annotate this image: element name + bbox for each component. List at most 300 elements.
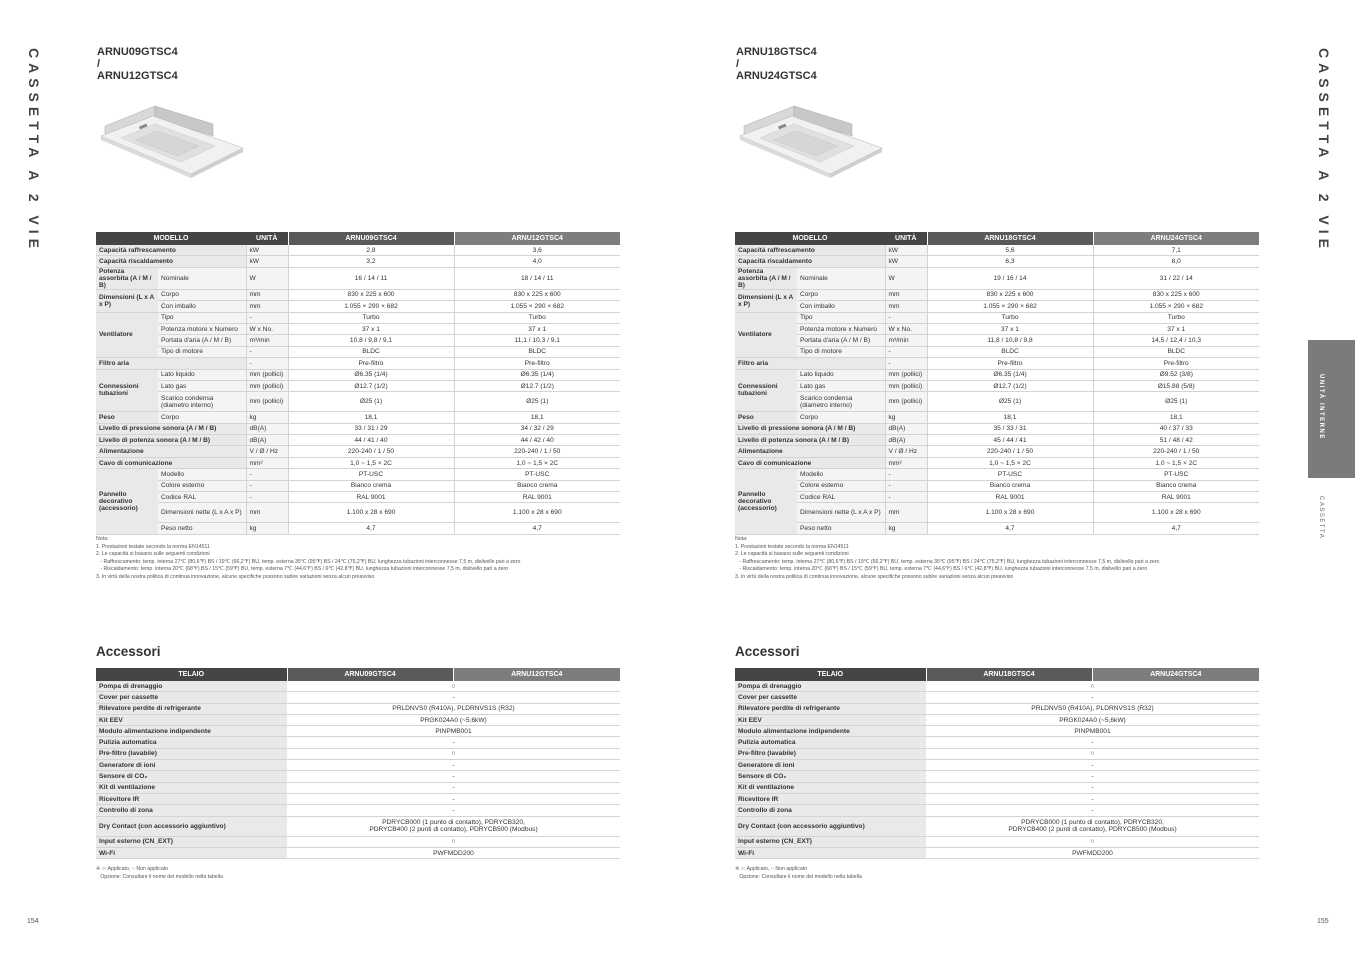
spec-category: Dimensioni (L x A x P): [735, 289, 797, 312]
spec-unit: -: [246, 492, 288, 503]
acc-value: PDRYCB000 (1 punto di contatto), PDRYCB320, PDRYCB400 (2 punti di contatto), PDRYCB500 (Modbus): [926, 816, 1259, 836]
acc-item: Input esterno (CN_EXT): [735, 836, 926, 847]
spec-value: 37 x 1: [1093, 323, 1259, 334]
spec-row: [96, 435, 620, 446]
spec-unit: kg: [246, 412, 288, 423]
acc-value: -: [926, 737, 1259, 748]
spec-value: 1.055 × 290 × 682: [454, 301, 620, 312]
section-tab-label: UNITÀ INTERNE: [1318, 374, 1324, 440]
spec-subcategory: Lato liquido: [797, 369, 885, 380]
acc-row: [96, 782, 620, 793]
acc-item: Ricevitore IR: [735, 793, 926, 804]
spec-subcategory: Modello: [158, 469, 246, 480]
spec-subcategory: Codice RAL: [797, 492, 885, 503]
acc-row: [735, 692, 1259, 703]
acc-item: Modulo alimentazione indipendente: [735, 726, 926, 737]
spec-unit: kW: [246, 256, 288, 267]
spec-value: Pre-filtro: [927, 358, 1093, 369]
acc-item: Dry Contact (con accessorio aggiuntivo): [735, 816, 926, 836]
acc-header-row: [735, 668, 1259, 681]
spec-row: [96, 469, 620, 480]
spec-category: Potenza assorbita (A / M / B): [735, 267, 797, 289]
spec-value: 3,6: [454, 245, 620, 256]
spec-value: PT-USC: [454, 469, 620, 480]
spec-category: Livello di pressione sonora (A / M / B): [735, 423, 885, 434]
acc-value: -: [287, 692, 620, 703]
acc-row: [735, 782, 1259, 793]
spec-category: Connessioni tubazioni: [96, 369, 158, 412]
spec-header-row: [735, 232, 1259, 245]
spec-value: 37 x 1: [288, 323, 454, 334]
spec-row: [735, 335, 1259, 346]
spec-value: 1,0 ~ 1,5 × 2C: [454, 457, 620, 468]
spec-value: Bianco crema: [927, 480, 1093, 491]
spec-unit: mm (pollici): [885, 392, 927, 412]
acc-row: [735, 681, 1259, 692]
acc-item: Input esterno (CN_EXT): [96, 836, 287, 847]
spec-header-model-1: ARNU09GTSC4: [288, 232, 454, 245]
spec-row: [735, 446, 1259, 457]
spec-value: RAL 9001: [927, 492, 1093, 503]
spec-unit: mm (pollici): [885, 369, 927, 380]
right-notes: Nota: 1. Prestazioni testate secondo la norma EN14511 2. Le capacità si basano sulle seguenti condizioni - Raffrescamento: temp. interna 27℃ (80,6℉) BS / 19℃ (66,2℉) BU, temp. esterna 35℃ (95℉) BS / 24℃ (75,2℉) BU, lunghezza tubazioni interconnesse 7,5 m, dislivello pari a zero - Riscaldamento: temp. interna 20℃ (68℉) BS / 15℃ (59℉) BU, temp. esterna 7℃ (44,6℉) BS / 6℃ (42,8℉) BU, lunghezza tubazioni interconnesse 7,5 m, dislivello pari a zero 3. In virtù della nostra politica di continua innovazione, alcune specifiche possono subire variazioni senza alcun preavviso: [735, 536, 1160, 580]
spec-value: 1.100 x 28 x 690: [1093, 503, 1259, 523]
spec-subcategory: Corpo: [797, 289, 885, 300]
spec-unit: kW: [246, 245, 288, 256]
spec-category: Livello di pressione sonora (A / M / B): [96, 423, 246, 434]
spec-value: 1,0 ~ 1,5 × 2C: [288, 457, 454, 468]
spec-unit: -: [885, 469, 927, 480]
spec-value: Bianco crema: [1093, 480, 1259, 491]
spec-subcategory: Colore esterno: [158, 480, 246, 491]
acc-item: Kit di ventilazione: [735, 782, 926, 793]
spec-unit: mm (pollici): [885, 380, 927, 391]
spec-unit: mm²: [246, 457, 288, 468]
spec-row: [96, 289, 620, 300]
acc-value: -: [926, 805, 1259, 816]
spec-category: Livello di potenza sonora (A / M / B): [735, 435, 885, 446]
acc-row: [96, 816, 620, 836]
acc-value: PRGK024A0 (~5,6kW): [287, 714, 620, 725]
right-model-title: ARNU18GTSC4 / ARNU24GTSC4: [736, 46, 817, 82]
spec-row: [735, 380, 1259, 391]
spec-row: [735, 435, 1259, 446]
acc-item: Rilevatore perdite di refrigerante: [96, 703, 287, 714]
spec-unit: mm: [246, 301, 288, 312]
spec-value: Ø6.35 (1/4): [288, 369, 454, 380]
acc-header-frame: TELAIO: [96, 668, 287, 681]
spec-value: 1.100 x 28 x 690: [288, 503, 454, 523]
spec-row: [96, 358, 620, 369]
spec-value: 18,1: [288, 412, 454, 423]
spec-value: 3,2: [288, 256, 454, 267]
spec-subcategory: Tipo: [797, 312, 885, 323]
acc-row: [96, 760, 620, 771]
acc-item: Pre-filtro (lavabile): [735, 748, 926, 759]
spec-value: 10,8 / 9,8 / 9,1: [288, 335, 454, 346]
spec-category: Cavo di comunicazione: [96, 457, 246, 468]
acc-item: Wi-Fi: [96, 847, 287, 858]
acc-row: [735, 793, 1259, 804]
left-model-title: ARNU09GTSC4 / ARNU12GTSC4: [97, 46, 178, 82]
acc-value: -: [926, 782, 1259, 793]
spec-subcategory: Peso netto: [797, 523, 885, 534]
spec-unit: kg: [246, 523, 288, 534]
spec-unit: -: [885, 492, 927, 503]
acc-row: [96, 748, 620, 759]
spec-row: [735, 523, 1259, 534]
spec-value: 40 / 37 / 33: [1093, 423, 1259, 434]
spec-subcategory: Tipo di motore: [158, 346, 246, 357]
acc-value: ○: [287, 748, 620, 759]
acc-value: ○: [287, 681, 620, 692]
spec-value: 18,1: [1093, 412, 1259, 423]
spec-value: Turbo: [927, 312, 1093, 323]
acc-row: [735, 771, 1259, 782]
spec-category: Alimentazione: [735, 446, 885, 457]
acc-value: PRLDNVS0 (R410A), PLDRNVS1S (R32): [287, 703, 620, 714]
spec-value: Ø25 (1): [288, 392, 454, 412]
spec-value: PT-USC: [288, 469, 454, 480]
spec-row: [96, 335, 620, 346]
spec-subcategory: Tipo di motore: [797, 346, 885, 357]
acc-item: Dry Contact (con accessorio aggiuntivo): [96, 816, 287, 836]
spec-value: Ø25 (1): [454, 392, 620, 412]
spec-category: Peso: [735, 412, 797, 423]
spec-row: [735, 480, 1259, 491]
spec-unit: W x No.: [246, 323, 288, 334]
spec-subcategory: Corpo: [158, 289, 246, 300]
spec-row: [735, 256, 1259, 267]
spec-row: [735, 289, 1259, 300]
subsection-tab-label[interactable]: CASSETTA: [1318, 496, 1324, 540]
spec-value: 7,1: [1093, 245, 1259, 256]
right-accessories-table: [735, 668, 1259, 859]
spec-value: 4,7: [288, 523, 454, 534]
spec-subcategory: Colore esterno: [797, 480, 885, 491]
spec-value: 1.055 × 290 × 682: [288, 301, 454, 312]
spec-row: [96, 412, 620, 423]
spec-category: Cavo di comunicazione: [735, 457, 885, 468]
spec-value: Pre-filtro: [454, 358, 620, 369]
spec-value: Turbo: [454, 312, 620, 323]
acc-item: Kit di ventilazione: [96, 782, 287, 793]
spec-row: [96, 267, 620, 289]
spec-unit: mm: [885, 301, 927, 312]
spec-value: 830 x 225 x 600: [454, 289, 620, 300]
spec-row: [96, 492, 620, 503]
acc-value: PRLDNVS0 (R410A), PLDRNVS1S (R32): [926, 703, 1259, 714]
spec-row: [96, 503, 620, 523]
spec-category: Capacità raffrescamento: [96, 245, 246, 256]
spec-value: 37 x 1: [927, 323, 1093, 334]
spec-value: Pre-filtro: [288, 358, 454, 369]
spec-value: 33 / 31 / 29: [288, 423, 454, 434]
spec-unit: W x No.: [885, 323, 927, 334]
spec-row: [96, 346, 620, 357]
spec-value: 1.055 × 290 × 682: [927, 301, 1093, 312]
spec-subcategory: Corpo: [797, 412, 885, 423]
acc-item: Generatore di ioni: [735, 760, 926, 771]
spec-unit: V / Ø / Hz: [246, 446, 288, 457]
spec-unit: -: [885, 312, 927, 323]
spec-value: 11,8 / 10,8 / 9,8: [927, 335, 1093, 346]
spec-category: Peso: [96, 412, 158, 423]
spec-category: Capacità raffrescamento: [735, 245, 885, 256]
right-page-number: 155: [1317, 918, 1329, 925]
acc-item: Pompa di drenaggio: [735, 681, 926, 692]
spec-unit: m³/min: [885, 335, 927, 346]
spec-row: [735, 358, 1259, 369]
spec-unit: V / Ø / Hz: [885, 446, 927, 457]
section-tab[interactable]: [1308, 340, 1355, 478]
spec-value: Ø15.88 (5/8): [1093, 380, 1259, 391]
spec-subcategory: Con imballo: [158, 301, 246, 312]
spec-subcategory: Potenza motore x Numero: [158, 323, 246, 334]
spec-category: Dimensioni (L x A x P): [96, 289, 158, 312]
spec-row: [96, 446, 620, 457]
acc-value: -: [926, 692, 1259, 703]
acc-row: [735, 748, 1259, 759]
spec-unit: m³/min: [246, 335, 288, 346]
spec-subcategory: Dimensioni nette (L x A x P): [797, 503, 885, 523]
acc-header-frame: TELAIO: [735, 668, 926, 681]
spec-subcategory: Portata d'aria (A / M / B): [158, 335, 246, 346]
spec-value: 830 x 225 x 600: [927, 289, 1093, 300]
spec-value: Ø25 (1): [1093, 392, 1259, 412]
spec-unit: mm: [246, 289, 288, 300]
spec-value: 4,0: [454, 256, 620, 267]
spec-value: 2,8: [288, 245, 454, 256]
spec-unit: dB(A): [885, 423, 927, 434]
spec-row: [96, 256, 620, 267]
spec-header-model-2: ARNU12GTSC4: [454, 232, 620, 245]
acc-value: PWFMDD200: [287, 847, 620, 858]
spec-value: 1.100 x 28 x 690: [454, 503, 620, 523]
spec-row: [96, 392, 620, 412]
acc-value: -: [926, 771, 1259, 782]
spec-header-unit: UNITÀ: [246, 232, 288, 245]
spec-unit: -: [885, 480, 927, 491]
spec-row: [735, 492, 1259, 503]
spec-value: 1,0 ~ 1,5 × 2C: [1093, 457, 1259, 468]
spec-value: Pre-filtro: [1093, 358, 1259, 369]
left-accessories-title: Accessori: [96, 644, 161, 659]
spec-row: [96, 301, 620, 312]
spec-value: 35 / 33 / 31: [927, 423, 1093, 434]
acc-row: [735, 760, 1259, 771]
spec-value: BLDC: [288, 346, 454, 357]
spec-value: RAL 9001: [454, 492, 620, 503]
acc-item: Pre-filtro (lavabile): [96, 748, 287, 759]
spec-value: BLDC: [927, 346, 1093, 357]
acc-row: [735, 805, 1259, 816]
spec-category: Connessioni tubazioni: [735, 369, 797, 412]
acc-item: Pulizia automatica: [96, 737, 287, 748]
spec-unit: -: [885, 358, 927, 369]
right-side-title: CASSETTA A 2 VIE: [1316, 48, 1332, 253]
spec-row: [96, 369, 620, 380]
acc-item: Pompa di drenaggio: [96, 681, 287, 692]
spec-value: 8,0: [1093, 256, 1259, 267]
spec-row: [735, 323, 1259, 334]
acc-item: Sensore di CO₂: [96, 771, 287, 782]
spec-subcategory: Tipo: [158, 312, 246, 323]
spec-value: 220-240 / 1 / 50: [288, 446, 454, 457]
spec-category: Capacità riscaldamento: [96, 256, 246, 267]
acc-value: PINPMB001: [287, 726, 620, 737]
spec-row: [96, 312, 620, 323]
acc-value: ○: [926, 836, 1259, 847]
acc-header-model-2: ARNU24GTSC4: [1092, 668, 1259, 681]
spec-subcategory: Lato gas: [797, 380, 885, 391]
spec-subcategory: Scarico condensa (diametro interno): [158, 392, 246, 412]
spec-row: [96, 380, 620, 391]
acc-row: [96, 692, 620, 703]
spec-row: [735, 412, 1259, 423]
spec-header-model: MODELLO: [96, 232, 246, 245]
spec-value: 5,6: [927, 245, 1093, 256]
spec-row: [96, 480, 620, 491]
spec-header-model-2: ARNU24GTSC4: [1093, 232, 1259, 245]
acc-row: [735, 847, 1259, 858]
spec-row: [96, 245, 620, 256]
acc-row: [96, 836, 620, 847]
spec-row: [735, 469, 1259, 480]
spec-value: Ø12.7 (1/2): [288, 380, 454, 391]
acc-header-model-1: ARNU09GTSC4: [287, 668, 453, 681]
spec-value: Ø6.35 (1/4): [927, 369, 1093, 380]
spec-value: 34 / 32 / 29: [454, 423, 620, 434]
acc-row: [735, 737, 1259, 748]
right-legend: ※ ○: Applicato, -: Non applicato Opzione: Consultare il nome del modello nella tabella: [735, 866, 862, 880]
spec-value: 44 / 42 / 40: [454, 435, 620, 446]
spec-row: [96, 423, 620, 434]
spec-row: [735, 267, 1259, 289]
spec-value: Ø25 (1): [927, 392, 1093, 412]
spec-value: Turbo: [1093, 312, 1259, 323]
acc-row: [735, 714, 1259, 725]
acc-row: [735, 816, 1259, 836]
spec-header-row: [96, 232, 620, 245]
spec-row: [735, 503, 1259, 523]
left-page-number: 154: [27, 918, 39, 925]
spec-unit: mm: [885, 289, 927, 300]
spec-unit: W: [246, 267, 288, 289]
spec-value: 220-240 / 1 / 50: [454, 446, 620, 457]
spec-value: 51 / 48 / 42: [1093, 435, 1259, 446]
spec-subcategory: Portata d'aria (A / M / B): [797, 335, 885, 346]
acc-header-row: [96, 668, 620, 681]
spec-value: RAL 9001: [288, 492, 454, 503]
spec-value: 220-240 / 1 / 50: [927, 446, 1093, 457]
spec-value: 1,0 ~ 1,5 × 2C: [927, 457, 1093, 468]
spec-unit: kW: [885, 256, 927, 267]
spec-subcategory: Peso netto: [158, 523, 246, 534]
spec-unit: mm: [885, 503, 927, 523]
spec-category: Potenza assorbita (A / M / B): [96, 267, 158, 289]
spec-row: [96, 523, 620, 534]
left-side-title: CASSETTA A 2 VIE: [26, 48, 42, 253]
spec-category: Ventilatore: [96, 312, 158, 358]
spec-row: [735, 301, 1259, 312]
acc-item: Ricevitore IR: [96, 793, 287, 804]
acc-header-model-2: ARNU12GTSC4: [453, 668, 620, 681]
left-product-image: [95, 104, 245, 184]
spec-unit: -: [246, 480, 288, 491]
spec-value: 11,1 / 10,3 / 9,1: [454, 335, 620, 346]
spec-value: 1.055 × 290 × 682: [1093, 301, 1259, 312]
acc-value: ○: [287, 836, 620, 847]
spec-value: Ø12.7 (1/2): [454, 380, 620, 391]
acc-value: ○: [926, 681, 1259, 692]
spec-subcategory: Con imballo: [797, 301, 885, 312]
spec-unit: -: [246, 358, 288, 369]
acc-value: PRGK024A0 (~5,6kW): [926, 714, 1259, 725]
spec-value: 31 / 22 / 14: [1093, 267, 1259, 289]
acc-row: [96, 726, 620, 737]
spec-value: 37 x 1: [454, 323, 620, 334]
spec-value: 18 / 14 / 11: [454, 267, 620, 289]
spec-header-unit: UNITÀ: [885, 232, 927, 245]
spec-subcategory: Scarico condensa (diametro interno): [797, 392, 885, 412]
spec-value: 1.100 x 28 x 690: [927, 503, 1093, 523]
acc-value: -: [287, 760, 620, 771]
acc-item: Rilevatore perdite di refrigerante: [735, 703, 926, 714]
spec-unit: mm (pollici): [246, 369, 288, 380]
spec-value: 220-240 / 1 / 50: [1093, 446, 1259, 457]
right-product-image: [734, 104, 884, 184]
spec-subcategory: Dimensioni nette (L x A x P): [158, 503, 246, 523]
spec-category: Alimentazione: [96, 446, 246, 457]
spec-subcategory: Nominale: [797, 267, 885, 289]
spec-value: 18,1: [454, 412, 620, 423]
acc-row: [735, 703, 1259, 714]
acc-row: [735, 836, 1259, 847]
spec-value: 16 / 14 / 11: [288, 267, 454, 289]
spec-row: [735, 346, 1259, 357]
spec-value: Ø12.7 (1/2): [927, 380, 1093, 391]
left-notes: Nota: 1. Prestazioni testate secondo la norma EN14511 2. Le capacità si basano sulle seguenti condizioni - Raffrescamento: temp. interna 27℃ (80,6℉) BS / 19℃ (66,2℉) BU, temp. esterna 35℃ (95℉) BS / 24℃ (75,2℉) BU, lunghezza tubazioni interconnesse 7,5 m, dislivello pari a zero - Riscaldamento: temp. interna 20℃ (68℉) BS / 15℃ (59℉) BU, temp. esterna 7℃ (44,6℉) BS / 6℃ (42,8℉) BU, lunghezza tubazioni interconnesse 7,5 m, dislivello pari a zero 3. In virtù della nostra politica di continua innovazione, alcune specifiche possono subire variazioni senza alcun preavviso: [96, 536, 521, 580]
spec-value: 4,7: [927, 523, 1093, 534]
acc-value: -: [287, 793, 620, 804]
spec-category: Pannello decorativo (accessorio): [96, 469, 158, 535]
spec-subcategory: Potenza motore x Numero: [797, 323, 885, 334]
spec-value: PT-USC: [1093, 469, 1259, 480]
spec-value: 830 x 225 x 600: [288, 289, 454, 300]
spec-unit: -: [246, 346, 288, 357]
acc-row: [96, 737, 620, 748]
spec-row: [735, 312, 1259, 323]
spec-category: Ventilatore: [735, 312, 797, 358]
spec-row: [735, 245, 1259, 256]
spec-category: Pannello decorativo (accessorio): [735, 469, 797, 535]
spec-row: [735, 457, 1259, 468]
acc-item: Generatore di ioni: [96, 760, 287, 771]
acc-item: Pulizia automatica: [735, 737, 926, 748]
spec-row: [735, 423, 1259, 434]
acc-item: Cover per cassette: [735, 692, 926, 703]
spec-subcategory: Corpo: [158, 412, 246, 423]
acc-item: Cover per cassette: [96, 692, 287, 703]
spec-unit: dB(A): [246, 435, 288, 446]
acc-item: Controllo di zona: [96, 805, 287, 816]
spec-row: [96, 323, 620, 334]
spec-row: [735, 392, 1259, 412]
acc-row: [96, 847, 620, 858]
spec-unit: kg: [885, 412, 927, 423]
spec-unit: dB(A): [246, 423, 288, 434]
